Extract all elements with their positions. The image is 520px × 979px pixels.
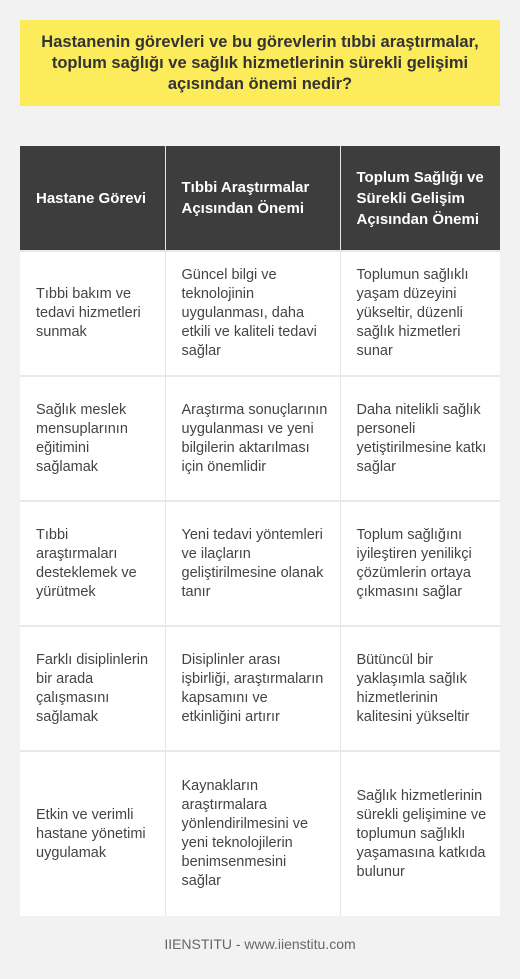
cell-research: Yeni tedavi yöntemleri ve ilaçların geliştirilmesine olanak tanır	[165, 501, 340, 626]
header-hospital-duty: Hastane Görevi	[20, 146, 165, 251]
table-header-row	[20, 146, 500, 251]
cell-research: Güncel bilgi ve teknolojinin uygulanması, daha etkili ve kaliteli tedavi sağlar	[165, 251, 340, 376]
cell-research: Disiplinler arası işbirliği, araştırmaların kapsamını ve etkinliğini artırır	[165, 626, 340, 751]
table-row	[20, 626, 500, 751]
header-medical-research: Tıbbi Araştırmalar Açısından Önemi	[165, 146, 340, 251]
table-row	[20, 251, 500, 376]
cell-research: Kaynakların araştırmalara yönlendirilmesini ve yeni teknolojilerin benimsenmesini sağlar	[165, 751, 340, 916]
cell-duty: Tıbbi araştırmaları desteklemek ve yürütmek	[20, 501, 165, 626]
table-row	[20, 751, 500, 916]
cell-public-health: Bütüncül bir yaklaşımla sağlık hizmetlerinin kalitesini yükseltir	[340, 626, 500, 751]
cell-duty: Etkin ve verimli hastane yönetimi uygulamak	[20, 751, 165, 916]
cell-public-health: Sağlık hizmetlerinin sürekli gelişimine ve toplumun sağlıklı yaşamasına katkıda bulunur	[340, 751, 500, 916]
cell-duty: Tıbbi bakım ve tedavi hizmetleri sunmak	[20, 251, 165, 376]
header-public-health: Toplum Sağlığı ve Sürekli Gelişim Açısından Önemi	[340, 146, 500, 251]
cell-public-health: Toplumun sağlıklı yaşam düzeyini yükseltir, düzenli sağlık hizmetleri sunar	[340, 251, 500, 376]
cell-research: Araştırma sonuçlarının uygulanması ve yeni bilgilerin aktarılması için önemlidir	[165, 376, 340, 501]
info-table	[20, 146, 500, 916]
cell-duty: Sağlık meslek mensuplarının eğitimini sağlamak	[20, 376, 165, 501]
table-row	[20, 501, 500, 626]
question-banner	[20, 20, 500, 106]
info-table-container	[20, 146, 500, 916]
cell-public-health: Toplum sağlığını iyileştiren yenilikçi çözümlerin ortaya çıkmasını sağlar	[340, 501, 500, 626]
question-title: Hastanenin görevleri ve bu görevlerin tıbbi araştırmalar, toplum sağlığı ve sağlık hizmetlerinin sürekli gelişimi açısından önemi nedir?	[41, 32, 479, 93]
cell-duty: Farklı disiplinlerin bir arada çalışmasını sağlamak	[20, 626, 165, 751]
table-row	[20, 376, 500, 501]
footer-credit: IIENSTITU - www.iienstitu.com	[164, 936, 356, 952]
cell-public-health: Daha nitelikli sağlık personeli yetiştirilmesine katkı sağlar	[340, 376, 500, 501]
